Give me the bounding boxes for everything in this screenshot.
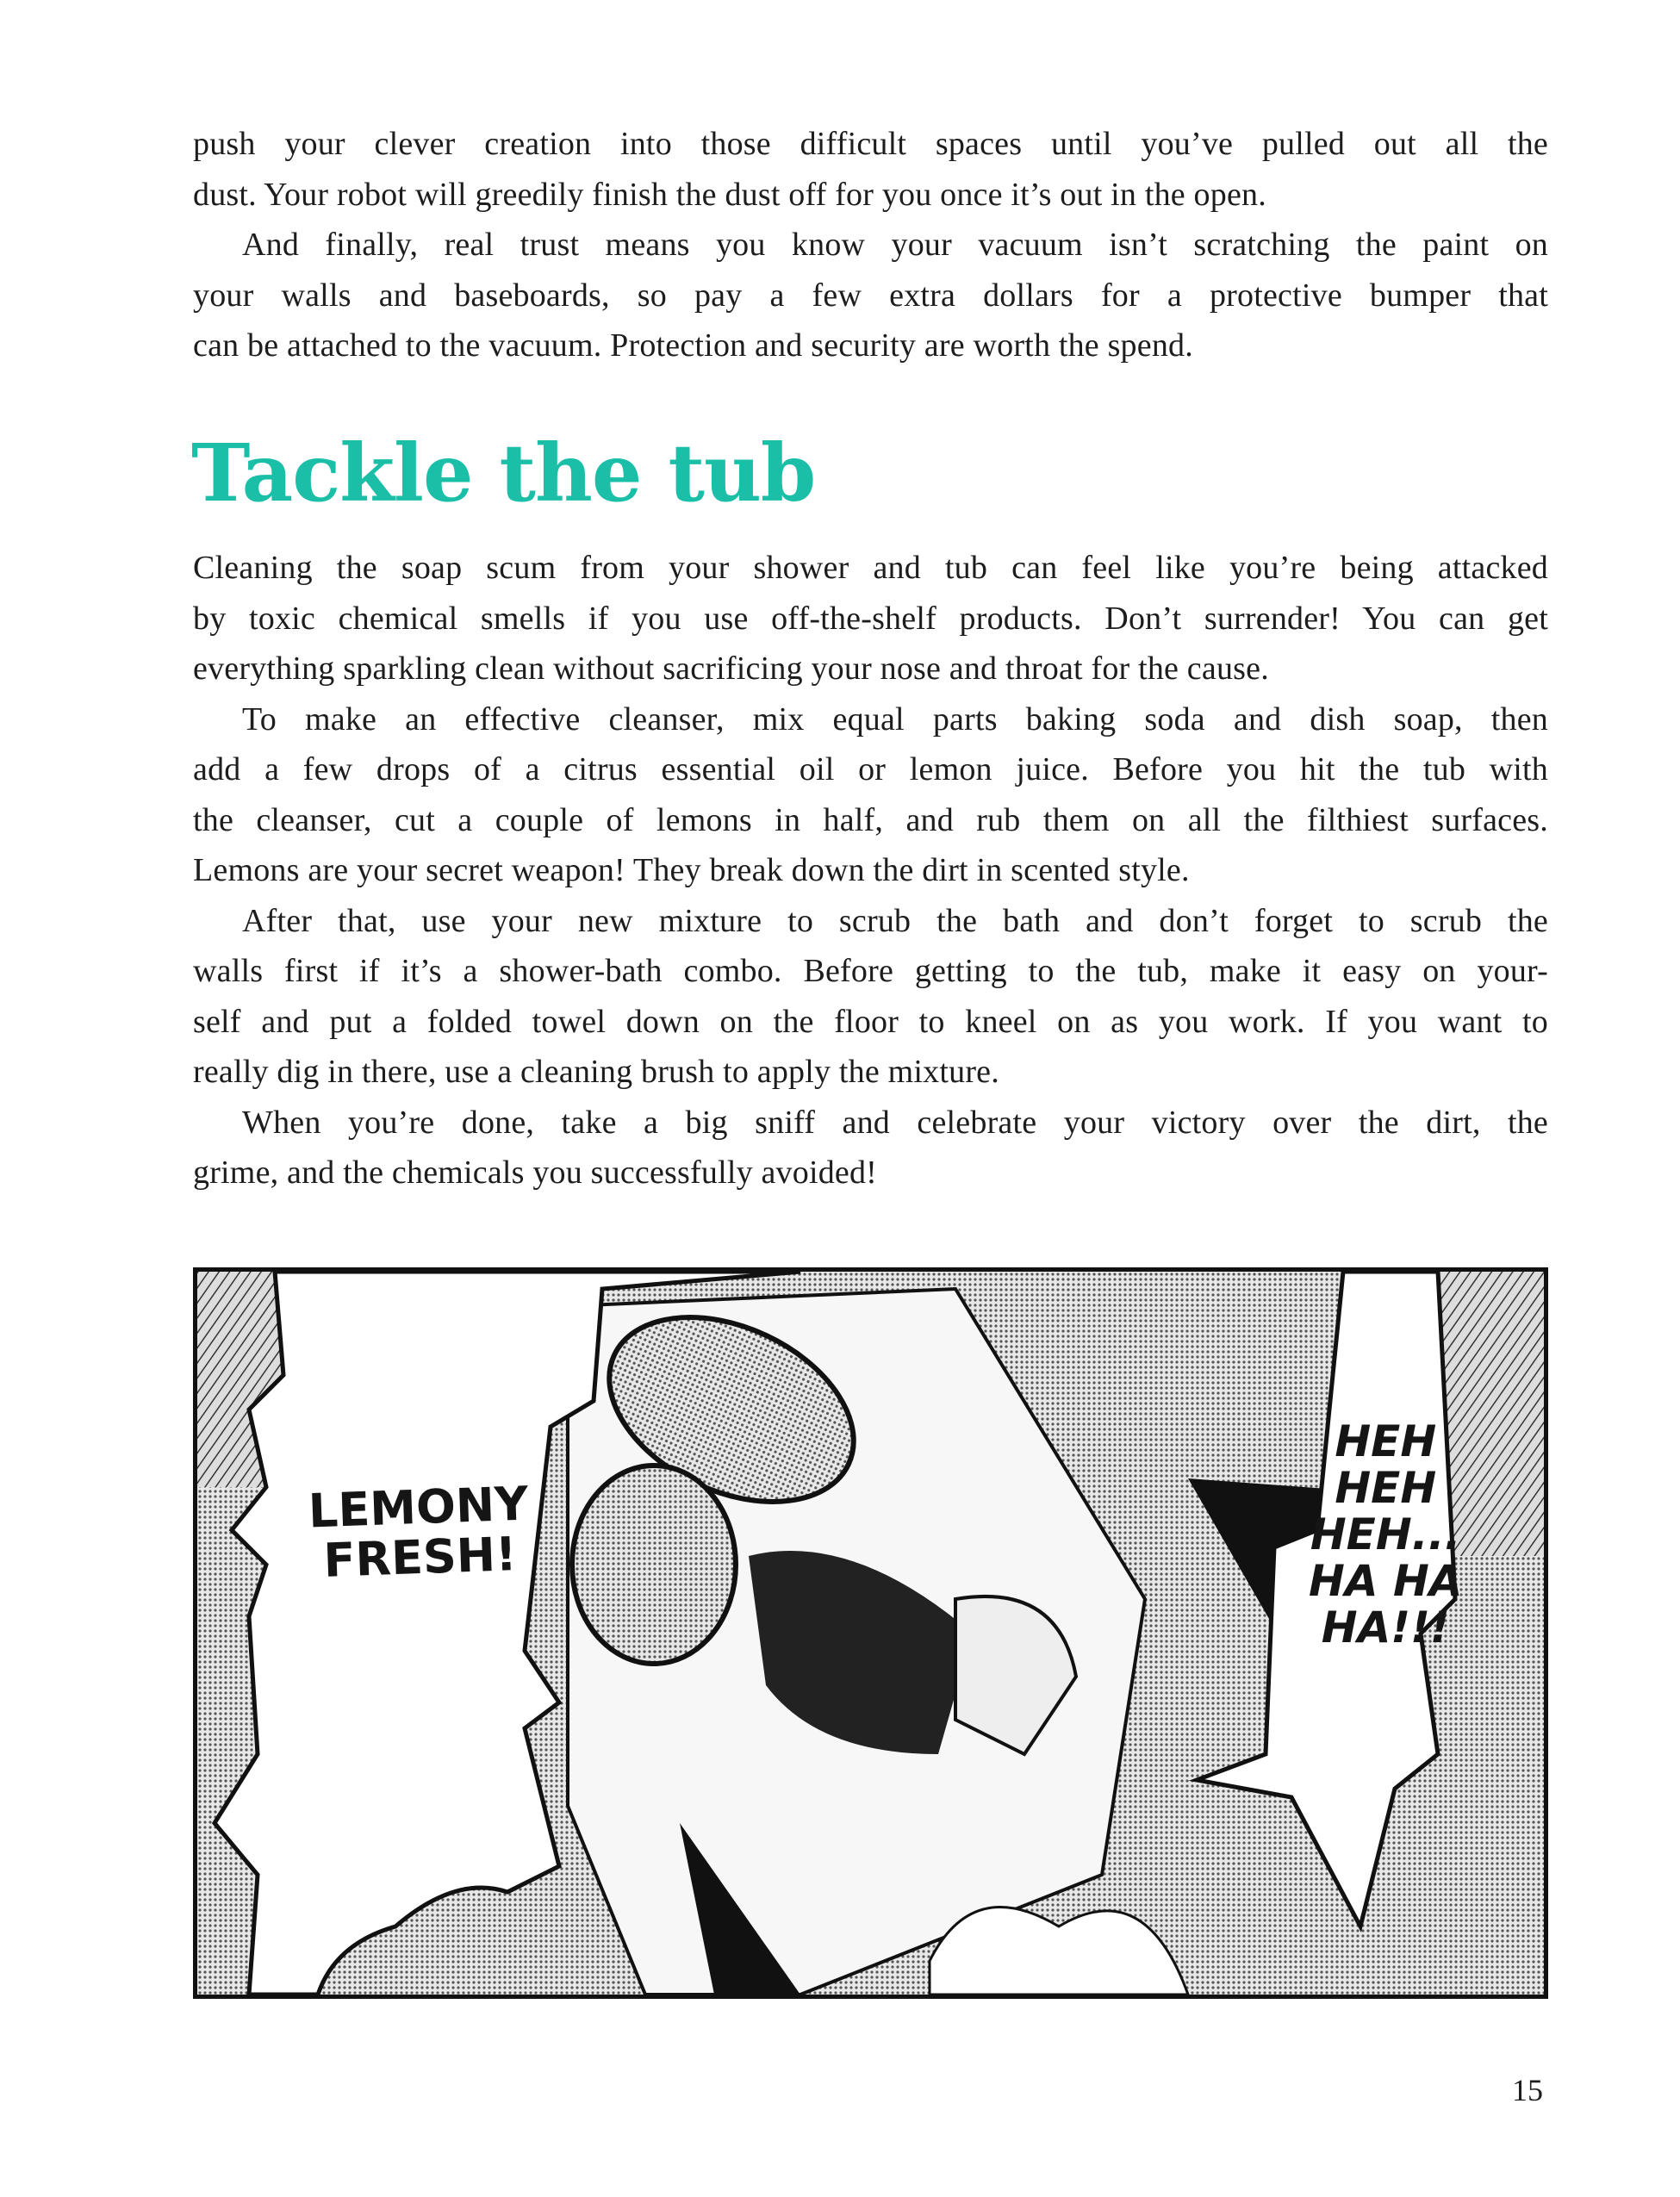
- text-line: After that, use your new mixture to scrub the bath and don’t forget to scrub the: [242, 902, 1548, 939]
- text-line: And finally, real trust means you know your vacuum isn’t scratching the paint on: [242, 227, 1548, 263]
- bubble-line: FRESH!: [322, 1527, 518, 1589]
- text-line: can be attached to the vacuum. Protection and security are worth the spend.: [193, 327, 1193, 364]
- bubble-line: HA!!!: [1321, 1603, 1450, 1652]
- text-line: add a few drops of a citrus essential oil or lemon juice. Before you hit the tub with: [193, 751, 1548, 787]
- intro-text: [193, 119, 1548, 371]
- text-line: Lemons are your secret weapon! They break down the dirt in scented style.: [193, 852, 1190, 888]
- text-line: by toxic chemical smells if you use off-the-shelf products. Don’t surrender! You can get: [193, 600, 1548, 637]
- bubble-line: HA HA: [1309, 1556, 1463, 1606]
- text-line: To make an effective cleanser, mix equal parts baking soda and dish soap, then: [242, 700, 1548, 738]
- text-line: Cleaning the soap scum from your shower and tub can feel like you’re being attacked: [193, 550, 1548, 586]
- comic-panel: [193, 1267, 1548, 1999]
- text-line: everything sparkling clean without sacrificing your nose and throat for the cause.: [193, 650, 1269, 687]
- section-heading: Tackle the tub: [191, 426, 816, 520]
- text-line: When you’re done, take a big sniff and celebrate your victory over the dirt, the: [242, 1104, 1548, 1141]
- speech-bubble-left: [307, 1476, 531, 1589]
- speech-bubble-right: [1309, 1418, 1463, 1651]
- section-body: [193, 543, 1548, 1198]
- text-line: walls first if it’s a shower-bath combo. Before getting to the tub, make it easy on your-: [193, 953, 1548, 989]
- bubble-line: HEH: [1335, 1463, 1437, 1513]
- bubble-line: HEH: [1335, 1416, 1437, 1466]
- text-line: your walls and baseboards, so pay a few extra dollars for a protective bumper that: [193, 277, 1548, 314]
- page-number: 15: [1512, 2073, 1543, 2107]
- text-line: dust. Your robot will greedily finish the dust off for you once it’s out in the open.: [193, 176, 1266, 213]
- text-line: really dig in there, use a cleaning brush to apply the mixture.: [193, 1054, 999, 1090]
- bubble-line: LEMONY: [307, 1476, 530, 1539]
- text-line: grime, and the chemicals you successfully avoided!: [193, 1155, 878, 1191]
- text-line: self and put a folded towel down on the floor to kneel on as you work. If you want to: [193, 1003, 1548, 1040]
- bubble-line: HEH...: [1310, 1509, 1461, 1559]
- text-line: the cleanser, cut a couple of lemons in half, and rub them on all the filthiest surfaces.: [193, 801, 1548, 838]
- text-line: push your clever creation into those difficult spaces until you’ve pulled out all the: [193, 126, 1548, 162]
